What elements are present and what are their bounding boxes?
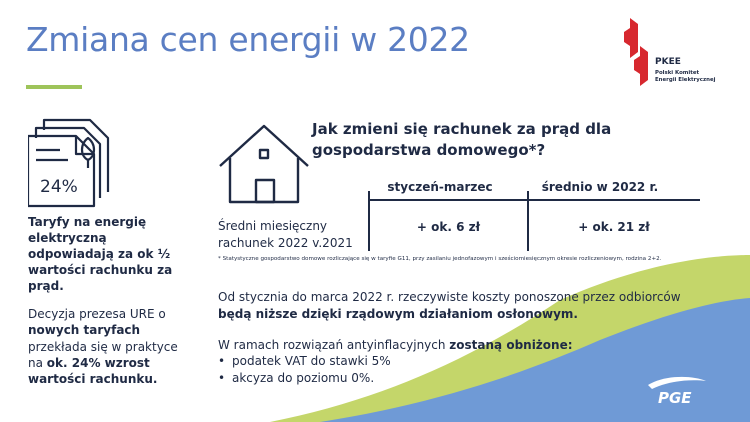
ure-text-d: ok. 24% wzrost wartości rachunku.	[28, 355, 158, 387]
tariff-document-icon	[28, 116, 128, 212]
list-item-text: akcyza do poziomu 0%.	[232, 371, 375, 385]
bullet-icon: •	[218, 371, 226, 385]
table-divider	[370, 199, 700, 201]
pge-name: PGE	[658, 389, 692, 407]
pkee-name: PKEE	[655, 57, 681, 67]
tariff-summary: Taryfy na energię elektryczną odpowiadają za ok ½ wartości rachunku za prąd.	[28, 215, 173, 293]
value-avg-2022: + ok. 21 zł	[578, 220, 650, 234]
house-icon	[218, 124, 310, 204]
para1-b: będą niższe dzięki rządowym działaniom osłonowym.	[218, 307, 578, 321]
pkee-subtitle-line-2: Energii Elektrycznej	[655, 77, 716, 83]
title-underline	[26, 85, 82, 89]
page-title: Zmiana cen energii w 2022	[26, 20, 470, 59]
ure-text-c: przekłada się w praktyce na	[28, 339, 178, 370]
footnote: * Statystyczne gospodarstwo domowe rozliczające się w taryfie G11, przy zasilaniu jednofazowym i sześciomiesięcznym okresie rozliczeniowym, rodzina 2+2.	[218, 256, 662, 262]
list-item	[218, 370, 374, 386]
column-header-avg-2022: średnio w 2022 r.	[541, 180, 659, 194]
para2-b: zostaną obniżone:	[449, 338, 573, 352]
ure-text-a: Decyzja prezesa URE o	[28, 307, 166, 321]
protective-measures-text	[218, 289, 708, 323]
para2-a: W ramach rozwiązań antyinflacyjnych	[218, 338, 450, 352]
ure-text-b: nowych taryfach	[28, 323, 141, 338]
row-label-monthly-bill: Średni miesięczny rachunek 2022 v.2021	[218, 219, 353, 250]
column-header-jan-mar: styczeń-marzec	[387, 180, 493, 194]
pkee-subtitle-line-1: Polski Komitet	[655, 70, 700, 76]
ure-decision-text	[28, 306, 193, 387]
bill-question-heading: Jak zmieni się rachunek za prąd dla gospodarstwa domowego*?	[312, 120, 612, 159]
para1-a: Od stycznia do marca 2022 r. rzeczywiste koszty ponoszone przez odbiorców	[218, 290, 681, 304]
doc-percent: 24%	[40, 177, 78, 197]
list-item	[218, 353, 391, 369]
anti-inflation-lead	[218, 337, 708, 353]
value-jan-mar: + ok. 6 zł	[416, 220, 481, 234]
pge-logo	[642, 375, 710, 407]
bullet-icon: •	[218, 354, 226, 368]
list-item-text: podatek VAT do stawki 5%	[232, 354, 391, 368]
